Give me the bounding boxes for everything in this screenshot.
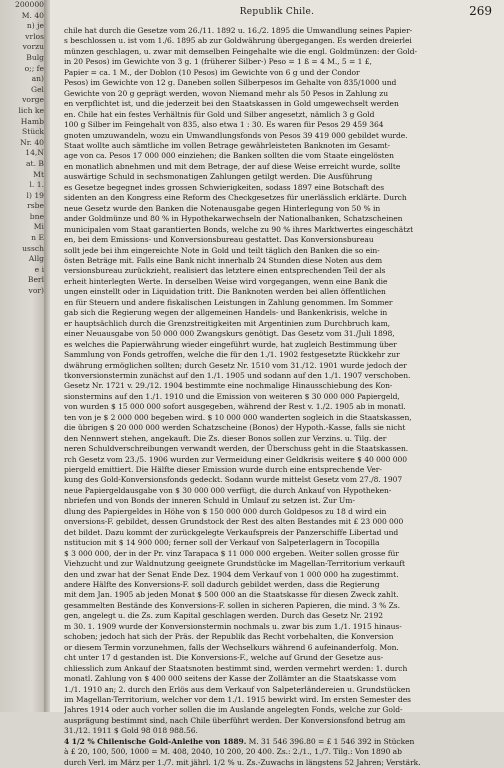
text-line: erheit hinterlegten Werte. In derselben Weise wird vorgegangen, wenn eine Bank die xyxy=(64,276,388,286)
text-line: m 30. 1. 1909 wurde der Konversionstermin nochmals u. zwar bis zum 1./1. 1915 hinaus- xyxy=(64,621,402,631)
text-line: en verpflichtet ist, und die jederzeit bei den Staatskassen in Gold umgewechselt werden xyxy=(64,99,399,109)
facing-page-fragment: Nr. 40 xyxy=(20,137,44,147)
facing-page-fragment: at. B xyxy=(26,158,44,168)
facing-page-fragment: rsbe xyxy=(27,201,44,211)
text-line: einer Neuausgabe von 50 000 000 Zwangskurs genötigt. Das Gesetz vom 31./Juli 1898, xyxy=(64,329,395,339)
running-head: Republik Chile. xyxy=(239,7,315,17)
text-line: gab sich die Regierung wegen der allgemeinen Handels- und Bankenkrisis, welche in xyxy=(64,308,388,318)
facing-page-edge xyxy=(0,0,46,712)
text-line: monatl. Zahlung von $ 400 000 seitens der Kasse der Zollämter an die Staatskasse vom xyxy=(64,674,397,684)
facing-page-fragment: n E xyxy=(31,233,44,243)
facing-page-fragment: vrlos xyxy=(25,31,44,41)
text-line: gesammelten Bestände des Konversions-F. sollen in sicheren Papieren, die mind. 3 % Zs. xyxy=(64,600,400,610)
text-line: sidenten an den Kongress eine Reform des Checkgesetzes für unerlässlich erklärte. Durch xyxy=(64,193,407,203)
facing-page-fragment: Berl xyxy=(27,275,44,285)
text-line: nbriefen und von Bonds der inneren Schuld in Umlauf zu setzen ist. Zur Um- xyxy=(64,496,355,506)
text-line: ausprägung bestimmt sind, nach Chile überführt werden. Der Konversionsfond betrug am xyxy=(64,715,406,725)
text-line: piergeld emittiert. Die Hälfte dieser Emission wurde durch eine entsprechende Ver- xyxy=(64,465,382,475)
facing-page-fragment: Stück xyxy=(22,127,44,137)
text-line: neue Gesetz wurde den Banken die Notenausgabe gegen Hinterlegung von 50 % in xyxy=(64,203,381,213)
facing-page-fragment: M. 40 xyxy=(21,10,44,20)
text-line: auswärtige Schuld in sechsmonatigen Zahlungen getilgt werden. Die Ausführung xyxy=(64,172,373,182)
text-line: es welches die Papierwährung wieder eingeführt wurde, hat zugleich Bestimmung über xyxy=(64,339,397,349)
facing-page-fragment: 14,N xyxy=(25,148,44,158)
text-line: 1./1. 1910 an; 2. durch den Erlös aus dem Verkauf von Salpeterländereien u. Grundstücken xyxy=(64,684,411,694)
text-line: Sammlung von Fonds getroffen, welche die für den 1./1. 1902 festgesetzte Rückkehr zur xyxy=(64,350,400,360)
facing-page-fragment: 200000 xyxy=(15,0,44,9)
page-number: 269 xyxy=(469,4,492,18)
text-line: gen, angelegt u. die Zs. zum Kapital geschlagen werden. Durch das Gesetz Nr. 2192 xyxy=(64,611,383,621)
text-line: s beschlossen u. ist vom 1./6. 1895 ab zur Goldwährung übergegangen. Es werden dreierlei xyxy=(64,36,412,46)
text-line: onversions-F. gebildet, dessen Grundstock der Rest des alten Bestandes mit £ 23 000 000 xyxy=(64,517,404,527)
text-line: tkonversionstermin zunächst auf den 1./1. 1905 und sodann auf den 1./1. 1907 verschoben. xyxy=(64,370,411,380)
text-line: den Nennwert stehen, angekauft. Die Zs. dieser Bonos sollen zur Verzins. u. Tilg. der xyxy=(64,433,387,443)
text-line: Gewichte von 20 g geprägt werden, wovon Niemand mehr als 50 Pesos in Zahlung zu xyxy=(64,88,389,98)
text-line: von wurden $ 15 000 000 sofort ausgegeben, während der Rest v. 1./2. 1905 ab in monatl. xyxy=(64,402,406,412)
text-line: cht unter 17 d gestanden ist. Die Konversions-F., welche auf Grund der Gesetze aus- xyxy=(64,653,384,663)
text-line: age von ca. Pesos 17 000 000 einziehen; die Banken sollten die vom Staate eingelösten xyxy=(64,151,394,161)
text-line: municipalen vom Staat garantierten Bonds, welche zu 90 % ihres Marktwertes eingeschätzt xyxy=(64,224,414,234)
body-text xyxy=(64,26,496,768)
text-line: 31./12. 1911 $ Gold 98 018 988.56. xyxy=(64,726,198,736)
text-line: schoben; jedoch hat sich der Präs. der Republik das Recht vorbehalten, die Konversion xyxy=(64,632,394,642)
text-line: ungen einstellt oder in Liquidation tritt. Die Banknoten werden bei allen öffentlichen xyxy=(64,287,386,297)
text-line: dwährung ermöglichen sollten; durch Gesetz Nr. 1510 vom 31./12. 1901 wurde jedoch der xyxy=(64,360,407,370)
facing-page-fragment: an) xyxy=(31,74,44,84)
text-line: dlung des Papiergeldes in Höhe von $ 150 000 000 durch Goldpesos zu 18 d wird ein xyxy=(64,506,387,516)
text-line: Gesetz Nr. 1721 v. 29./12. 1904 bestimmte eine nochmalige Hinausschiebung des Kon- xyxy=(64,381,393,391)
facing-page-fragment: Mi xyxy=(33,222,44,232)
text-line: $ 3 000 000, der in der Pr. vinz Tarapaca $ 11 000 000 ergeben. Weiter sollen grosse für xyxy=(64,548,399,558)
text-line: den und zwar hat der Senat Ende Dez. 1904 dem Verkauf von 1 000 000 ha zugestimmt. xyxy=(64,569,399,579)
facing-page-fragment: o;; fe xyxy=(24,63,44,73)
facing-page-fragment: vor) xyxy=(28,286,44,296)
facing-page-fragment: bne xyxy=(29,211,44,221)
facing-page-fragment: Bulg xyxy=(26,52,44,62)
text-line: ander Goldmünze und 80 % in Hypothekarwechseln der Nationalbanken, Schatzscheinen xyxy=(64,214,403,224)
text-line: neren Schuldverschreibungen verwandt werden, der Überschuss geht in die Staatskassen. xyxy=(64,444,409,454)
text-line: à £ 20, 100, 500, 1000 = M. 408, 2040, 10 200, 20 400. Zs.: 2./1., 1./7. Tilg.: Von 1890 ab xyxy=(64,747,402,757)
facing-page-fragment: n) je xyxy=(26,21,44,31)
facing-page-fragment: vorge xyxy=(22,95,44,105)
facing-page-fragment: ussch xyxy=(22,243,44,253)
text-line: es Gesetze begegnet indes grossen Schwierigkeiten, sodass 1897 eine Botschaft des xyxy=(64,182,385,192)
text-line: Papier = ca. 1 M., der Doblon (10 Pesos) im Gewichte von 6 g und der Condor xyxy=(64,67,360,77)
text-line: ten von je $ 2 000 000 begeben wird. $ 10 000 000 wanderten sogleich in die Staatskassen, xyxy=(64,412,412,422)
text-line: andere Hälfte des Konversions-F. soll dadurch gebildet werden, dass die Regierung xyxy=(64,580,380,590)
text-line: en. Chile hat ein festes Verhältnis für Gold und Silber angesetzt, nämlich 3 g Gold xyxy=(64,109,375,119)
text-line: en für Steuern und andere fiskalischen Leistungen in Zahlung genommen. Im Sommer xyxy=(64,297,393,307)
text-line: versionsbureau zurückzieht, realisiert das letztere einen entsprechenden Teil der als xyxy=(64,266,386,276)
facing-page-fragment: Mt xyxy=(33,169,44,179)
facing-page-fragment: Gel xyxy=(31,84,44,94)
text-line: im Magellan-Territorium, welcher vor dem 1./1. 1915 bewirkt wird. Im ersten Semester des xyxy=(64,695,411,704)
text-line: or diesem Termin vorzunehmen, falls der Wechselkurs während 6 aufeinanderfolg. Mon. xyxy=(64,642,399,652)
facing-page-fragment: l. 1. xyxy=(29,180,44,190)
text-line: Viehzucht und zur Waldnutzung geeignete Grundstücke im Magellan-Territorium verkauft xyxy=(64,559,406,569)
facing-page-fragment: vorzu xyxy=(22,42,44,52)
text-line: er hauptsächlich durch die Grenzstreitigkeiten mit Argentinien zum Durchbruch kam, xyxy=(64,318,391,328)
text-line: Jahres 1914 oder auch vorher sollen die im Auslande angelegten Fonds, welche zur Gold- xyxy=(64,705,403,715)
text-line: Staat wollte auch sämtliche im vollen Betrage gewährleisteten Banknoten im Gesamt- xyxy=(64,140,390,150)
text-line: rch Gesetz vom 23./5. 1906 wurden zur Vermeidung einer Geldkrisis weitere $ 40 000 000 xyxy=(64,454,407,464)
text-line: neue Papiergeldausgabe von $ 30 000 000 verfügt, die durch Ankauf von Hypotheken- xyxy=(64,485,392,495)
facing-page-fragment: e i xyxy=(34,264,44,274)
text-line: kung des Gold-Konversionsfonds gedeckt. Sodann wurde mittelst Gesetz vom 27./8. 1907 xyxy=(64,475,403,485)
text-line: östen Beträge mit. Falls eine Bank nicht innerhalb 24 Stunden diese Noten aus dem xyxy=(64,255,383,265)
text-line: 100 g Silber im Feingehalt von 835, also etwa 1 : 30. Es waren für Pesos 29 459 364 xyxy=(64,120,384,130)
text-line: die übrigen $ 20 000 000 werden Schatzscheine (Bonos) der Hypoth.-Kasse, falls sie nicht xyxy=(64,423,406,433)
document-page xyxy=(50,0,504,767)
text-line: det bildet. Dazu kommt der zurückgelegte Verkaufspreis der Panzerschiffe Libertad und xyxy=(64,527,399,537)
text-line: gnoten umzuwandeln, wozu ein Umwandlungsfonds von Pesos 39 419 000 gebildet wurde. xyxy=(64,130,408,140)
text-line: sollt jede bei ihm eingereichte Note in Gold und teilt täglich den Banken die so ein- xyxy=(64,245,380,255)
facing-page-fragment: l) 19 xyxy=(26,190,44,200)
facing-page-fragment: Allg xyxy=(28,254,44,264)
text-line: mit dem Jan. 1905 ab jeden Monat $ 500 000 an die Staatskasse für diesen Zweck zahlt. xyxy=(64,590,399,600)
text-line: münzen geschlagen, u. zwar mit demselben Feingehalte wie die engl. Goldmünzen: der Gold- xyxy=(64,46,418,56)
text-line: durch Verl. im März per 1./7. mit jährl. 1/2 % u. Zs.-Zuwachs in längstens 52 Jahren; Verstärk. xyxy=(64,757,421,767)
text-line: chliesslich zum Ankauf der Staatsnoten bestimmt sind, werden vermehrt werden: 1. durch xyxy=(64,663,408,673)
facing-page-fragment: Hamb xyxy=(20,116,44,126)
text-line: sionstermins auf den 1./1. 1910 und die Emission von weiteren $ 30 000 000 Papiergeld, xyxy=(64,391,400,401)
text-line: en, bei dem Emissions- und Konversionsbureau gestattet. Das Konversionsbureau xyxy=(64,235,374,245)
text-line: 4 1/2 % Chilenische Gold-Anleihe von 1889. M. 31 546 396.80 = £ 1 546 392 in Stücken xyxy=(64,736,415,746)
text-line: en monatlich abnehmen und mit dem Betrage, der auf diese Weise erreicht wurde, sollte xyxy=(64,161,401,171)
text-line: nstitucion mit $ 14 900 000; ferner soll der Verkauf von Salpeterlagern in Tocopilla xyxy=(64,538,380,548)
text-line: in 20 Pesos) im Gewichte von 3 g. 1 (früherer Silber-) Peso = 1 ß = 4 M., 5 = 1 £, xyxy=(64,57,372,67)
facing-page-fragment: lich ke xyxy=(18,105,44,115)
text-line: Pesos) im Gewichte von 12 g. Daneben sollen Silberpesos im Gehalte von 835/1000 und xyxy=(64,78,397,88)
page-header xyxy=(50,6,504,20)
text-line: chile hat durch die Gesetze vom 26./11. 1892 u. 16./2. 1895 die Umwandlung seines Papier- xyxy=(64,26,413,35)
